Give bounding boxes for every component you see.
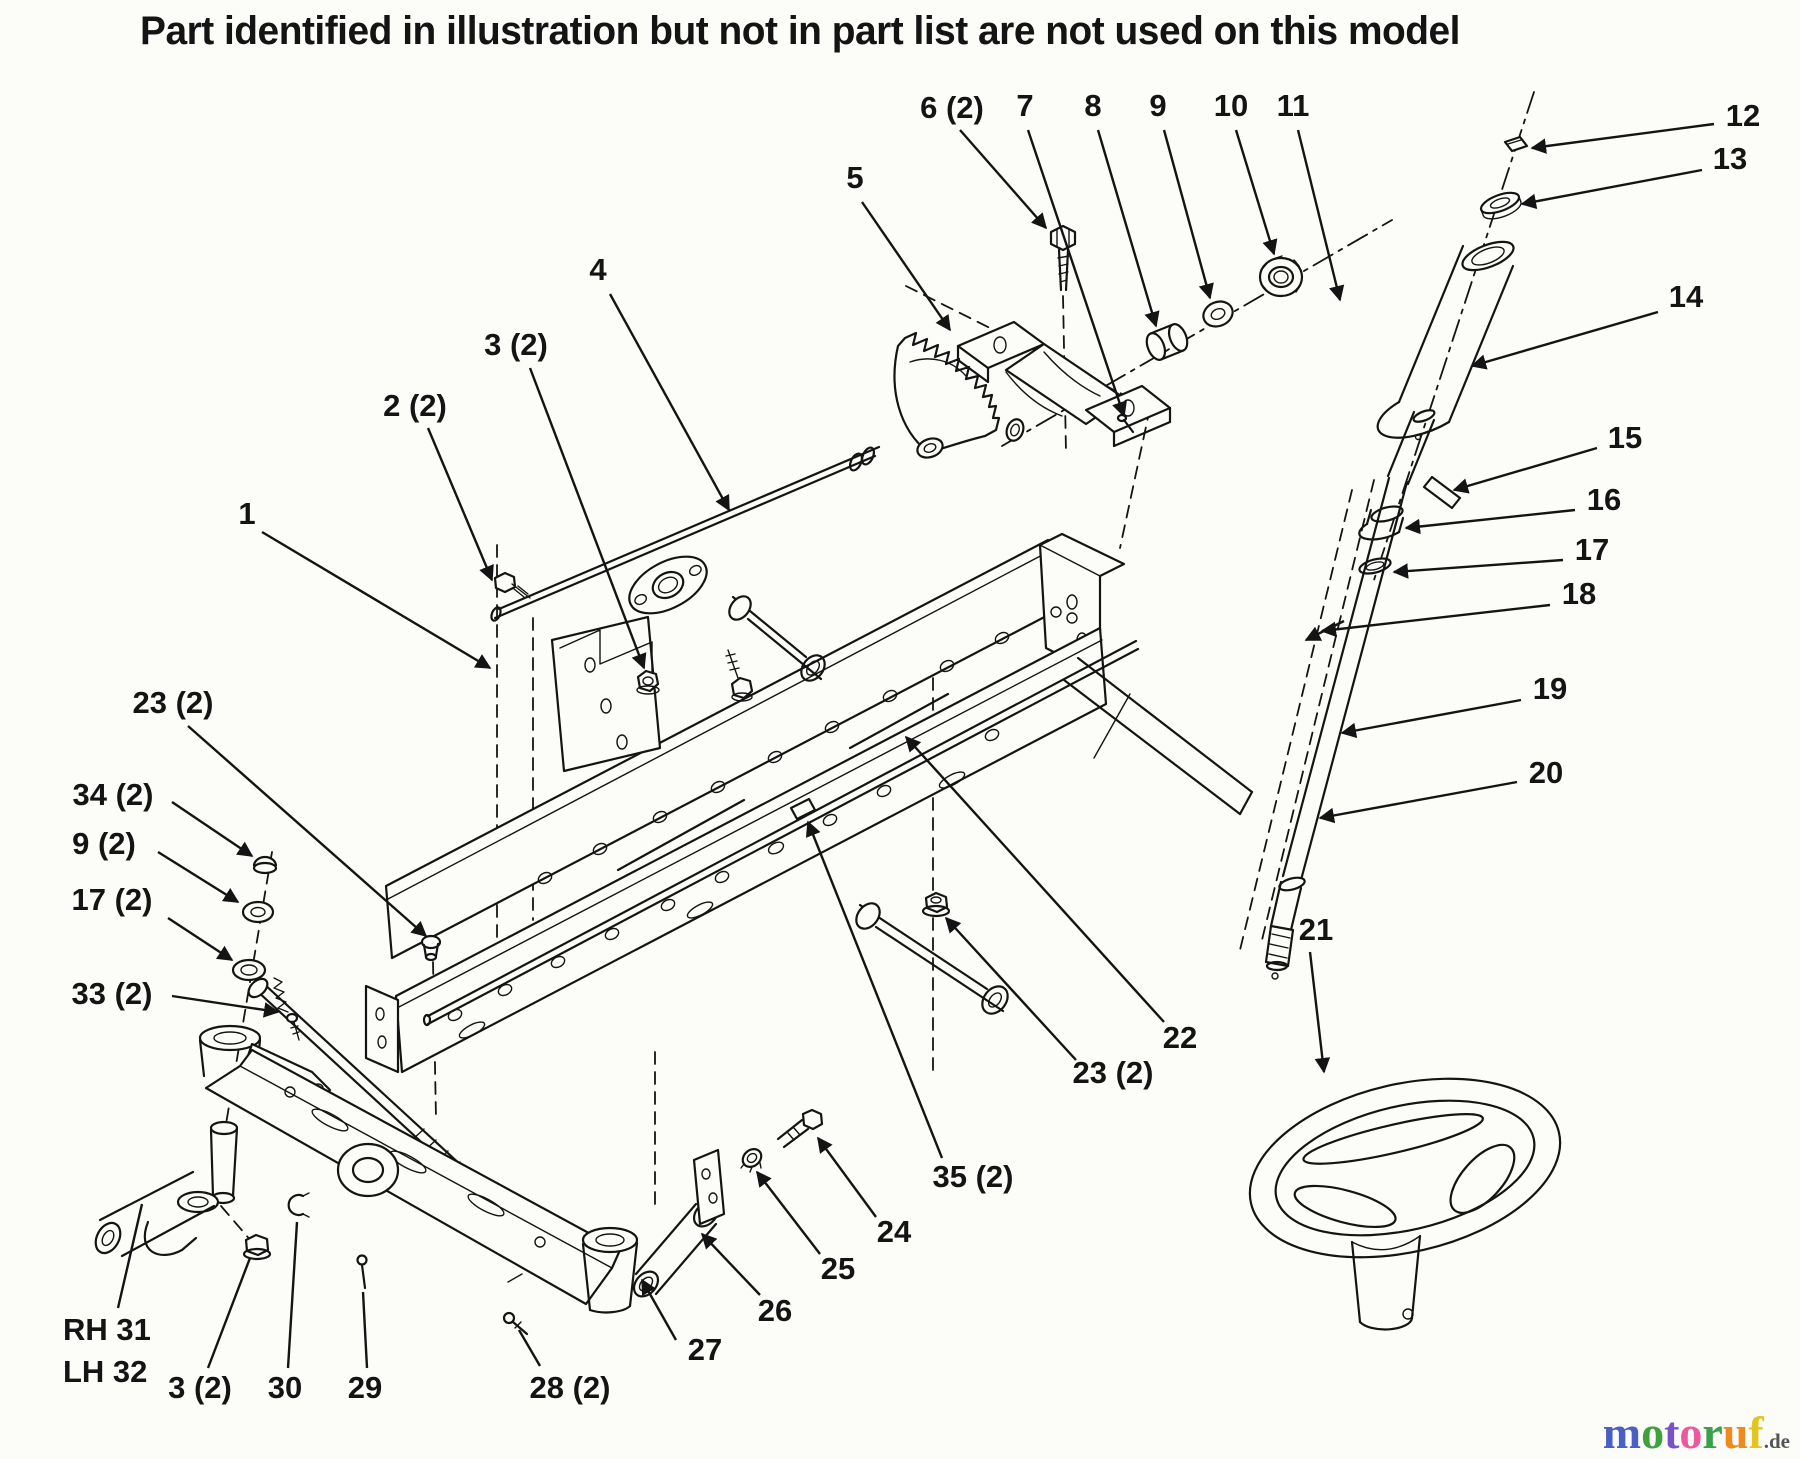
callout-label-3-2--31: 3 (2): [168, 1370, 232, 1406]
callout-leader-9-2--26: [158, 852, 238, 902]
callout-label-17-2--27: 17 (2): [71, 882, 153, 918]
nut-10: [1260, 256, 1302, 296]
callout-leader-20-20: [1320, 782, 1517, 818]
bolt-23-left: [422, 936, 440, 960]
shaft-upper: [1388, 408, 1436, 484]
snap-ring-30: [289, 1193, 309, 1217]
callout-label-30-32: 30: [267, 1370, 303, 1406]
callout-leader-3-2--31: [208, 1258, 250, 1368]
callout-leader-5-4: [862, 202, 950, 330]
callout-label-lh-32-30: LH 32: [63, 1354, 148, 1390]
flange-bearing: [620, 545, 716, 625]
callout-label-5-4: 5: [846, 160, 864, 196]
callout-label-33-2--28: 33 (2): [71, 976, 153, 1012]
callout-label-15-14: 15: [1607, 420, 1643, 456]
callout-label-11-10: 11: [1276, 88, 1310, 124]
callout-label-4-3: 4: [589, 252, 607, 288]
steering-column: [1266, 137, 1527, 979]
callout-label-2-2--1: 2 (2): [383, 388, 447, 424]
callout-label-9-2--26: 9 (2): [72, 826, 136, 862]
stub-axle: [91, 1172, 214, 1257]
bolt-2: [495, 573, 530, 598]
pivot-bracket: [694, 1150, 724, 1224]
callout-label-9-8: 9: [1149, 88, 1167, 124]
callout-label-12-11: 12: [1725, 98, 1761, 134]
callout-label-14-13: 14: [1668, 279, 1704, 315]
callout-leader-17-2--27: [168, 918, 232, 960]
callout-leader-21-21: [1310, 952, 1324, 1072]
callout-leader-1-0: [262, 532, 490, 668]
screw-29: [358, 1256, 367, 1289]
callout-label-23-2--23: 23 (2): [1072, 1055, 1154, 1091]
column-tube-14: [1378, 236, 1518, 438]
steering-wheel: [1232, 1051, 1578, 1330]
callout-label-1-0: 1: [238, 496, 256, 532]
callout-label-23-2--24: 23 (2): [132, 685, 214, 721]
nut-25: [739, 1145, 765, 1172]
callout-leader-14-13: [1472, 312, 1658, 366]
callout-label-13-12: 13: [1712, 141, 1748, 177]
callout-leader-17-16: [1394, 560, 1563, 572]
callout-leader-29-33: [363, 1292, 367, 1368]
axle-beam: [206, 1050, 620, 1304]
sector-gear-assembly: [895, 322, 1170, 461]
callout-label-25-37: 25: [820, 1251, 856, 1287]
callout-label-10-9: 10: [1213, 88, 1249, 124]
callout-leader-2-2--1: [428, 428, 492, 580]
callout-leader-11-10: [1298, 130, 1340, 300]
callout-leader-4-3: [610, 294, 729, 510]
callout-leader-8-7: [1098, 130, 1156, 326]
callout-leader-25-37: [757, 1172, 820, 1254]
callout-leader-19-19: [1342, 700, 1521, 733]
callout-leader-10-9: [1236, 130, 1274, 254]
callout-label-28-2--34: 28 (2): [529, 1370, 611, 1406]
pin-15: [1424, 477, 1460, 508]
callout-label-24-38: 24: [876, 1214, 912, 1250]
callout-label-7-6: 7: [1016, 88, 1034, 124]
cap-34: [254, 857, 276, 873]
callout-leader-23-2--23: [946, 918, 1076, 1060]
callout-leader-15-14: [1454, 448, 1597, 490]
washer-17-left: [233, 960, 265, 980]
callout-leader-35-2--39: [808, 822, 942, 1158]
callout-leader-24-38: [818, 1138, 876, 1217]
callout-leader-16-15: [1406, 510, 1575, 528]
callout-label-8-7: 8: [1084, 88, 1102, 124]
stud-and-nut: [726, 650, 752, 701]
callout-label-35-2--39: 35 (2): [932, 1159, 1014, 1195]
motoruf-watermark: motoruf.de: [1602, 1407, 1790, 1458]
callout-leader-30-32: [288, 1222, 297, 1368]
callout-label-29-33: 29: [347, 1370, 383, 1406]
screw-28: [504, 1313, 527, 1334]
flange-nut-23-right: [923, 893, 949, 916]
washer-9: [1200, 297, 1237, 330]
callout-leader-34-2--25: [172, 802, 252, 856]
callout-label-26-36: 26: [757, 1293, 793, 1329]
callout-label-rh-31-29: RH 31: [63, 1312, 151, 1348]
callout-label-18-17: 18: [1561, 576, 1597, 612]
callout-leader-23-2--24: [188, 726, 426, 936]
callout-label-22-22: 22: [1162, 1020, 1198, 1056]
washer-13: [1478, 189, 1523, 223]
callout-label-19-19: 19: [1532, 671, 1568, 707]
callout-leader-33-2--28: [172, 996, 278, 1012]
callout-leader-18-17: [1322, 605, 1550, 631]
callout-leader-9-8: [1164, 130, 1210, 298]
callout-label-27-35: 27: [687, 1332, 723, 1368]
callout-label-3-2--2: 3 (2): [484, 327, 548, 363]
kingpin: [178, 1122, 237, 1212]
callout-leader-3-2--2: [530, 368, 644, 668]
pivot-disc: [338, 1144, 398, 1196]
callout-leader-26-36: [702, 1234, 760, 1295]
bushing-8: [1143, 322, 1191, 363]
callout-leader-22-22: [906, 737, 1164, 1022]
callout-label-17-16: 17: [1574, 532, 1610, 568]
callout-leader-13-12: [1522, 170, 1702, 204]
washer-9-left: [243, 902, 273, 922]
bolt-24: [778, 1110, 822, 1147]
callout-leader-12-11: [1532, 124, 1714, 148]
callout-label-20-20: 20: [1528, 755, 1564, 791]
callout-label-16-15: 16: [1586, 482, 1622, 518]
callout-label-6-2--5: 6 (2): [920, 90, 984, 126]
callout-label-21-21: 21: [1298, 912, 1334, 948]
callout-leader-28-2--34: [519, 1330, 540, 1366]
flange-nut-3-lower: [244, 1235, 270, 1259]
callout-leader-extra-18: [1306, 621, 1344, 640]
callout-label-34-2--25: 34 (2): [72, 777, 154, 813]
diagram-title: Part identified in illustration but not in part list are not used on this model: [140, 9, 1460, 53]
